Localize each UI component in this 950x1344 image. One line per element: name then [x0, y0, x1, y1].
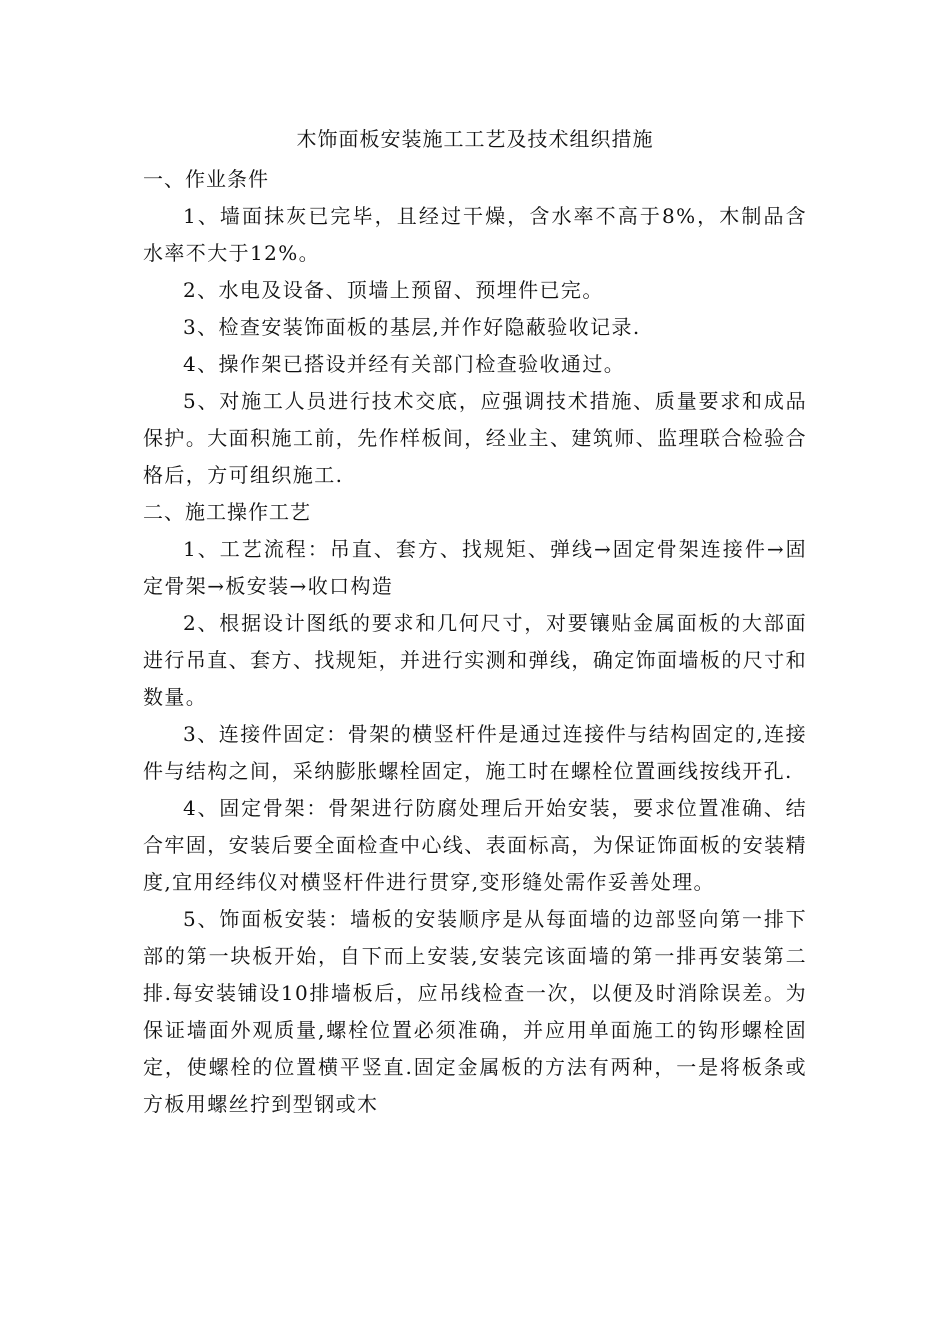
paragraph: 4、操作架已搭设并经有关部门检查验收通过。	[183, 352, 626, 376]
paragraph: 1、工艺流程：吊直、套方、找规矩、弹线→固定骨架连接件→固定骨架→板安装→收口构造	[143, 537, 807, 598]
section-work-conditions	[143, 161, 807, 494]
paragraph: 3、检查安装饰面板的基层,并作好隐蔽验收记录.	[183, 315, 641, 339]
paragraph: 4、固定骨架：骨架进行防腐处理后开始安装，要求位置准确、结合牢固，安装后要全面检查中心线、表面标高，为保证饰面板的安装精度,宜用经纬仪对横竖杆件进行贯穿,变形缝处需作妥善处理。	[143, 796, 807, 894]
paragraph: 2、水电及设备、顶墙上预留、预埋件已完。	[183, 278, 604, 302]
section-construction-process	[143, 494, 807, 1123]
document-body	[143, 161, 807, 1123]
paragraph: 3、连接件固定：骨架的横竖杆件是通过连接件与结构固定的,连接件与结构之间，采纳膨胀螺栓固定，施工时在螺栓位置画线按线开孔.	[143, 722, 807, 783]
section-heading: 二、施工操作工艺	[143, 500, 311, 524]
paragraph: 5、饰面板安装：墙板的安装顺序是从每面墙的边部竖向第一排下部的第一块板开始，自下而上安装,安装完该面墙的第一排再安装第二排.每安装铺设10排墙板后，应吊线检查一次，以便及时消除误差。为保证墙面外观质量,螺栓位置必须准确，并应用单面施工的钩形螺栓固定，使螺栓的位置横平竖直.固定金属板的方法有两种，一是将板条或方板用螺丝拧到型钢或木	[143, 907, 807, 1116]
paragraph: 1、墙面抹灰已完毕，且经过干燥，含水率不高于8%，木制品含水率不大于12%。	[143, 204, 807, 265]
document-title: 木饰面板安装施工工艺及技术组织措施	[296, 127, 654, 151]
section-heading: 一、作业条件	[143, 167, 269, 191]
paragraph: 2、根据设计图纸的要求和几何尺寸，对要镶贴金属面板的大部面进行吊直、套方、找规矩，并进行实测和弹线，确定饰面墙板的尺寸和数量。	[143, 611, 807, 709]
paragraph: 5、对施工人员进行技术交底，应强调技术措施、质量要求和成品保护。大面积施工前，先作样板间，经业主、建筑师、监理联合检验合格后，方可组织施工.	[143, 389, 807, 487]
